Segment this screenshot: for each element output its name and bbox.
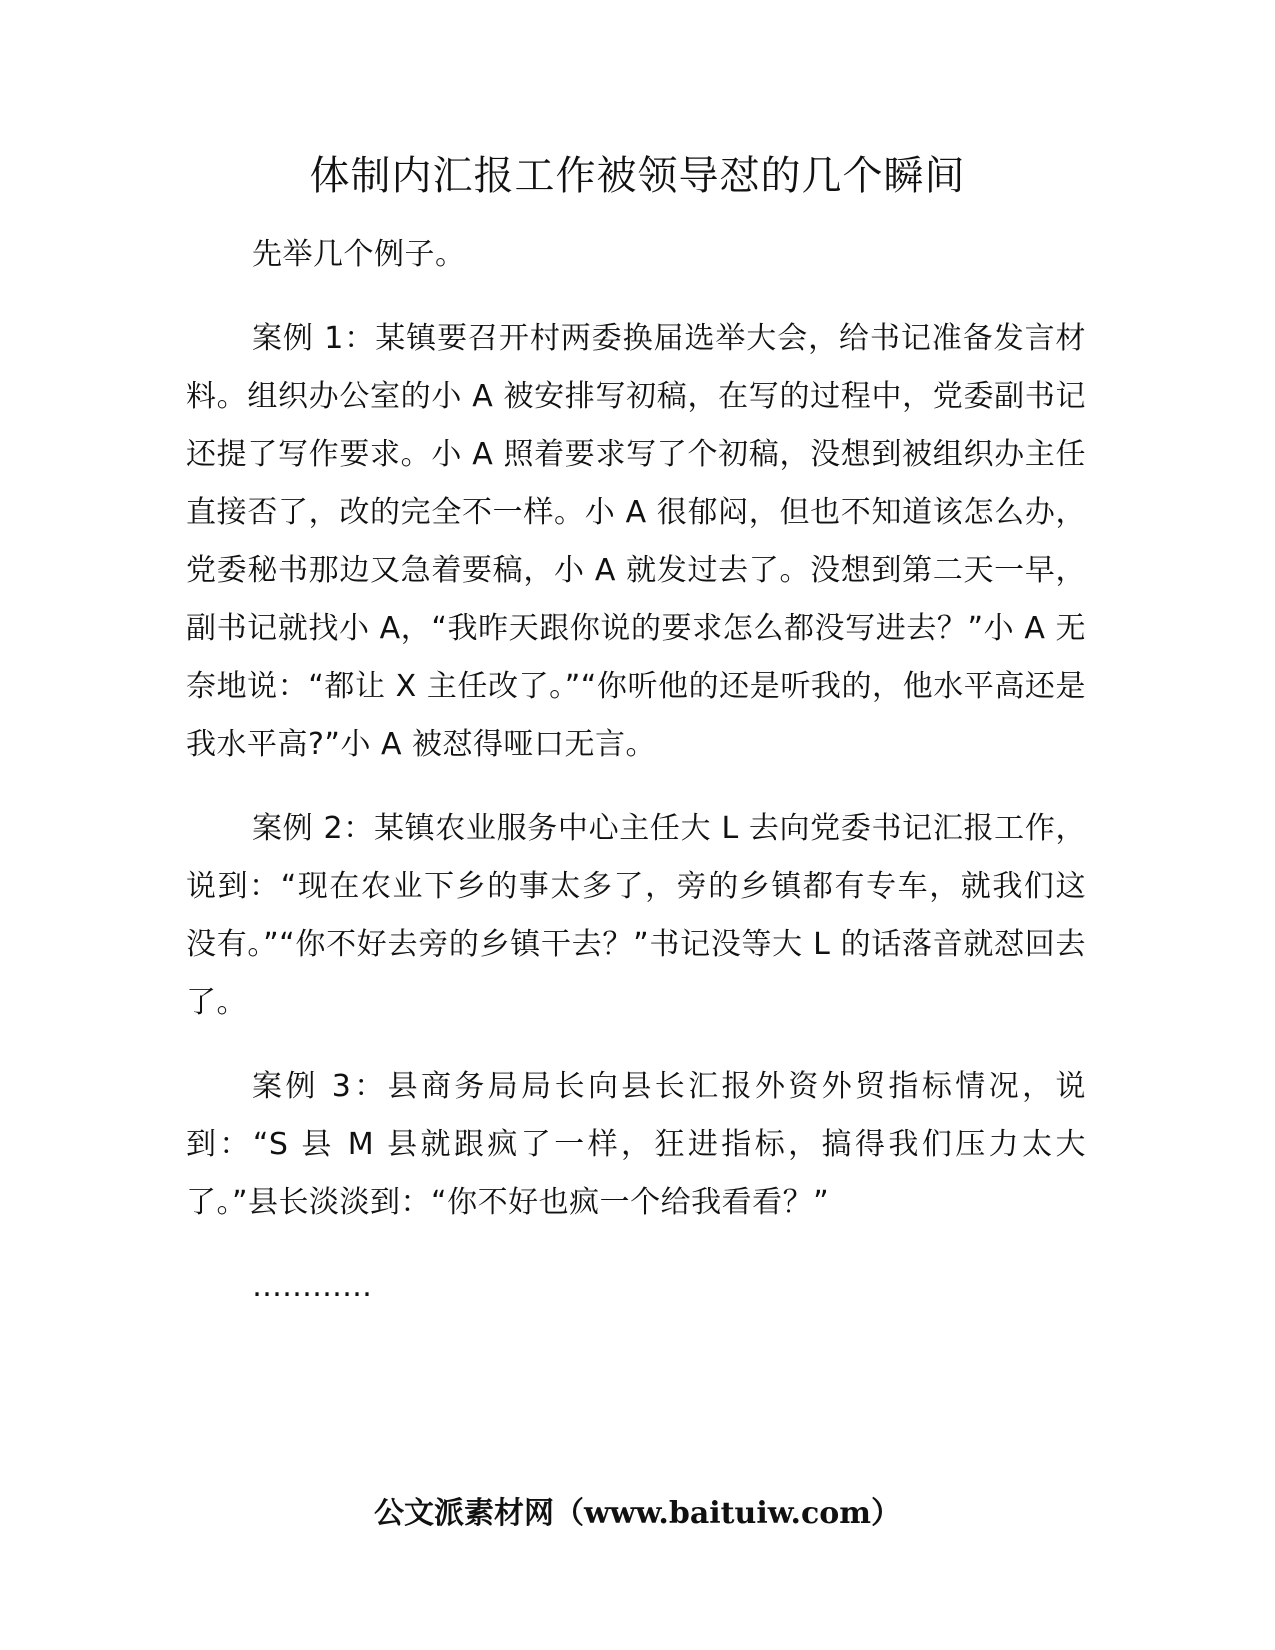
footer-watermark: 公文派素材网（www.baituiw.com）	[373, 1496, 902, 1531]
paragraph-intro: 先举几个例子。	[252, 237, 466, 272]
document-title: 体制内汇报工作被领导怼的几个瞬间	[309, 153, 966, 199]
paragraph-case-1: 案例 1：某镇要召开村两委换届选举大会，给书记准备发言材料。组织办公室的小 A 被安排写初稿，在写的过程中，党委副书记还提了写作要求。小 A 照着要求写了个初稿，没想到被组织办主任直接否了，改的完全不一样。小 A 很郁闷，但也不知道该怎么办，党委秘书那边又急着要稿，小 A 就发过去了。没想到第二天一早，副书记就找小 A，“我昨天跟你说的要求怎么都没写进去？”小 A 无奈地说：“都让 X 主任改了。”“你听他的还是听我的，他水平高还是我水平高?”小 A 被怼得哑口无言。	[186, 321, 1086, 762]
document-body	[186, 226, 1086, 1316]
paragraph-case-3: 案例 3：县商务局局长向县长汇报外资外贸指标情况，说到：“S 县 M 县就跟疯了一样，狂进指标，搞得我们压力太大了。”县长淡淡到：“你不好也疯一个给我看看？”	[186, 1069, 1086, 1220]
paragraph-case-2: 案例 2：某镇农业服务中心主任大 L 去向党委书记汇报工作，说到：“现在农业下乡的事太多了，旁的乡镇都有专车，就我们这没有。”“你不好去旁的乡镇干去？”书记没等大 L 的话落音就怼回去了。	[186, 811, 1086, 1020]
ellipsis: …………	[252, 1269, 372, 1304]
